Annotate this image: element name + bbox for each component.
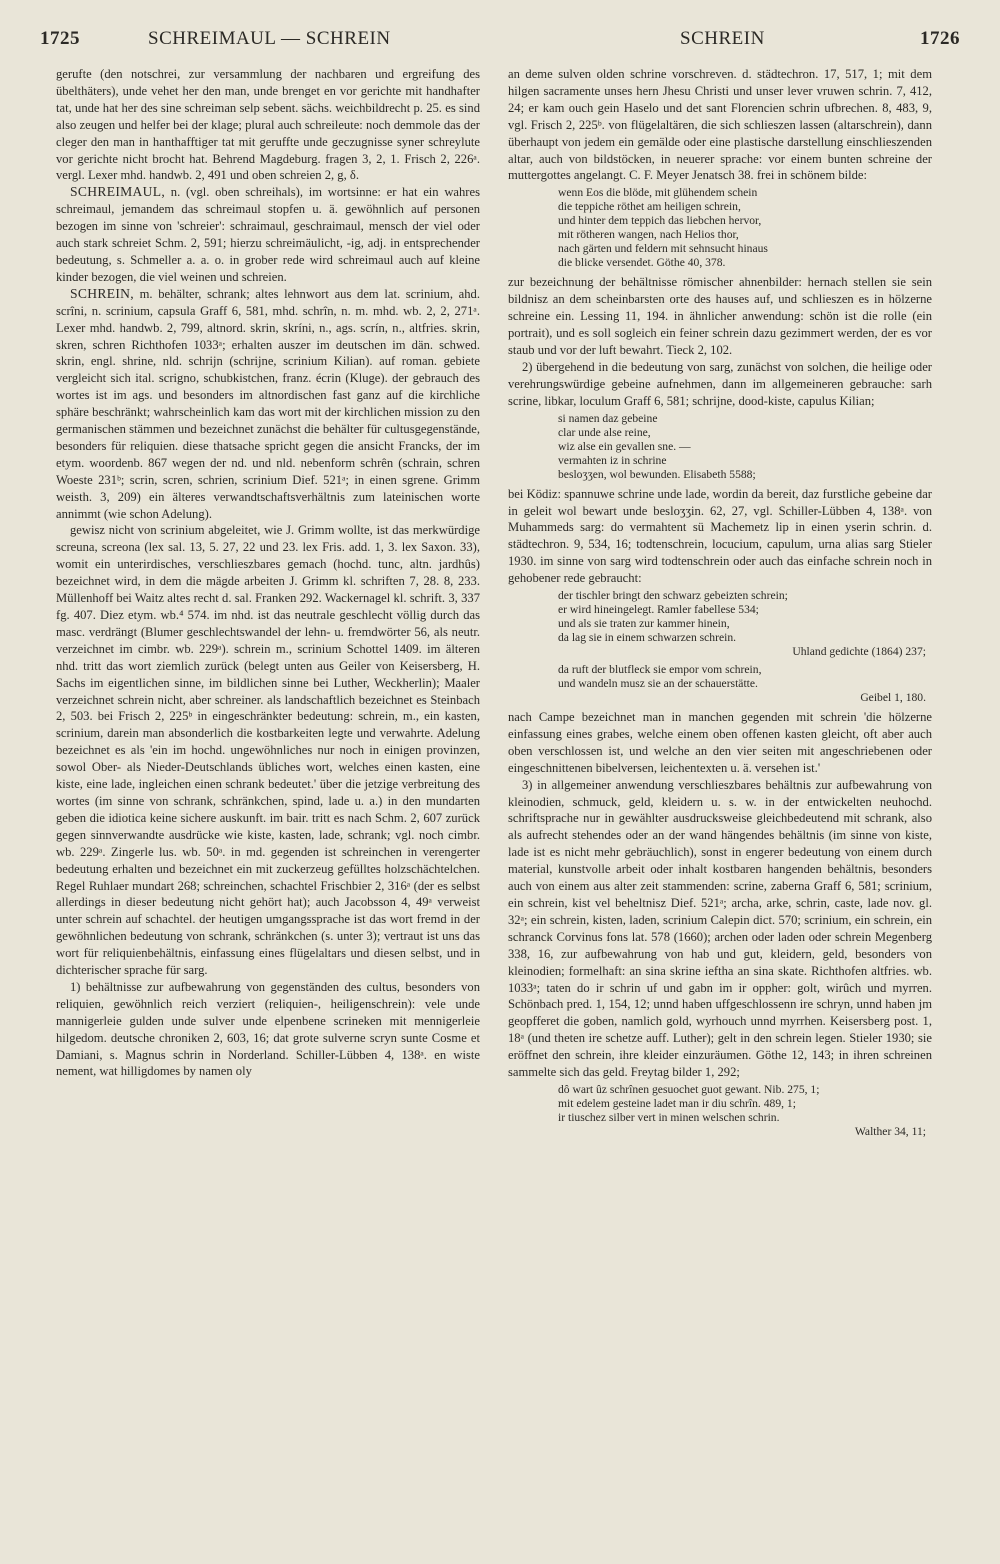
paragraph: zur bezeichnung der behältnisse römischer ahnenbilder: hernach stellen sie sein bildnisz an dem scheinbarsten orte des hauses auf, und schlieszen es in hölzerne schreine ein. Lessing 11, 194. in ähnlicher anwendung: schön ist die rolle (ein portrait), und es soll sogleich ein feiner schrein dazu gezimmert werden, der es vor staub und vor der luft bewahrt. Tieck 2, 102. xyxy=(508,275,932,357)
verse-line: er wird hineingelegt. Ramler fabellese 534; xyxy=(558,603,759,617)
paragraph: an deme sulven olden schrine vorschreven. d. städtechron. 17, 517, 1; mit dem hilgen sacramente unses hern Jhesu Christi und unser lever vruwen schrin. 7, 412, 24; er kam ouch gein Haselo und det sant Florencien schrin ufbrechen. 8, 483, 9, vgl. Frisch 2, 225ᵇ. von flügelaltären, die sich schlieszen lassen (altarschrein), dann überhaupt von jedem ein gemälde oder eine plastische darstellung einschlieszenden altar, auch von bildstöcken, in neuerer sprache: vor einem bunten schreine der muttergottes angelangt. C. F. Meyer Jenatsch 38. frei in schönem bilde: xyxy=(508,67,932,183)
paragraph: 2) übergehend in die bedeutung von sarg, zunächst von solchen, die heilige oder verehrungswürdige gebeine aufnehmen, dann im allgemeineren gebrauche: sarh scrine, libkar, loculum Graff 6, 581; schrijne, dood-kiste, capulus Kilian; xyxy=(508,359,932,408)
quote-source: Geibel 1, 180. xyxy=(860,691,926,705)
verse-line: mit rötheren wangen, nach Helios thor, xyxy=(558,228,739,242)
verse-line: nach gärten und feldern mit sehnsucht hinaus xyxy=(558,242,768,256)
verse-line: vermahten iz in schrine xyxy=(558,453,667,467)
paragraph: bei Ködiz: spannuwe schrine unde lade, wordin da bereit, daz furstliche gebeine dar in geleit wol bewart unde besloʒʒin. 62, 27, vgl. Schiller-Lübben 4, 138ᵃ. von Muhammeds sarg: do vermahtent sü Machemetz lip in einen yserin schrin. d. städtechron. 9, 534, 16; todtenschrein, locucium, capulum, urna alias sarg Stieler 1930. im sinne von sarg wird todtenschrein oder auch das einfache schrein noch in gehobener rede gebraucht: xyxy=(508,486,932,586)
verse-quote xyxy=(558,663,932,705)
page-header xyxy=(40,28,960,58)
left-running-head: SCHREIMAUL — SCHREIN xyxy=(148,28,391,49)
paragraph: gewisz nicht von scrinium abgeleitet, wie J. Grimm wollte, ist das merkwürdige screuna, screona (lex sal. 13, 5. 27, 22 und 23. lex Fris. add. 1, 3. lex Saxon. 33), womit ein unterirdisches, verschlieszbares gemach (hochd. tunc, altn. jardhûs) bezeichnet wird, in dem die mägde arbeiten J. Grimm kl. schriften 7, 28. 8, 233. Müllenhoff bei Waitz altes recht d. sal. Franken 292. Wackernagel kl. schrift. 3, 337 fg. 407. Diez etym. wb.⁴ 574. im nhd. ist das neutrale geschlecht völlig durch das masc. verdrängt (Blumer geschlechtswandel der lehn- u. fremdwörter 56, als neutr. verzeichnet im cimbr. wb. 229ᵃ). schrein m., scrinium Schottel 1409. im älteren nhd. tritt das wort ziemlich zurück (belegt unten aus Geiler von Keisersberg, H. Sachs im eigentlichen sinne, im bildlichen sinne bei Luther, Weckherlin); Maaler verzeichnet schrein nicht, aber schreiner. als landschaftlich bezeichnet es Steinbach 2, 503. bei Frisch 2, 225ᵇ in eingeschränkter bedeutung: schrein, m., ein kasten, scrinium, darein man absonderlich die kostbarkeiten legte und verwahrte. Adelung bezeichnet es als 'ein im hochd. ungewöhnliches nur noch in einigen provinzen, sowol Ober- als Nieder-Deutschlands übliches wort, welches einen kasten, eine kiste, eine lade, ingleichen einen schrank bedeutet.' über die jetzige verbreitung des wortes (im sinne von schrank, schränkchen, spind, lade u. a.) in den mundarten geben die idiotica keine sichere auskunft. im bair. tritt es nach Schm. 2, 607 zurück gegen sinnverwandte ausdrücke wie kiste, kasten, lade, schrank; vgl. noch cimbr. wb. 229ᵃ. Zingerle lus. wb. 50ᵃ. in md. gegenden ist schreinchen in verengerter bedeutung erhalten und bezeichnet ein mit zuckerzeug gefülltes holzschächtelchen. Regel Ruhlaer mundart 268; schreinchen, schachtel Frischbier 2, 316ᵃ (der es selbst allerdings in dieser bedeutung nicht gehört hat); auch Jacobsson 4, 49ᵃ verweist unter schrein auf schachtel. der heutigen umgangssprache ist das wort fremd in der gewöhnlichen bedeutung von schrank, schränkchen (s. unter 3); vertraut ist uns das wort für reliquienbehältnis, einfassung eines flügelaltars und diesen selbst, und in dichterischer sprache für sarg. xyxy=(56,523,480,978)
paragraph: gerufte (den notschrei, zur versammlung der nachbaren und ergreifung des übelthäters), unde vehet her den man, unde brenget en vor gerichte mit handhafter tat, unde hat her des sine schreiman selp sebent. sächs. weichbildrecht p. 25. es sind also zeugen und helfer bei der klage; plural auch schreileute: noch demmole das der cleger den man in hanthafftiger tat mit geruffte unde geczugnisse syner schreylute vor gerichte nicht brocht hat. Behrend Magdeburg. fragen 3, 2, 1. Frisch 2, 226ᵃ. vergl. Lexer mhd. handwb. 2, 491 und oben schreien 2, g, δ. xyxy=(56,67,480,183)
left-column xyxy=(56,66,480,1080)
dictionary-entry xyxy=(56,184,480,285)
verse-line: der tischler bringt den schwarz gebeizten schrein; xyxy=(558,589,788,603)
paragraph: 3) in allgemeiner anwendung verschlieszbares behältnis zur aufbewahrung von kleinodien, schmuck, geld, kleidern u. s. w. in der entwickelten neuhochd. schriftsprache nur in gewählter ausdrucksweise gleichbedeutend mit schrank, also als aufrecht stehendes oder an der wand hängendes behältnis (im sinne von kiste, lade ist es nicht mehr gebräuchlich), sonst in engerer bedeutung von einem durch material, kunstvolle arbeit oder inhalt kostbaren hangenden behältnis, besonders auch von einem aus alter zeit stammenden: scrine, zaberna Graff 6, 581; scrinium, ein schrein, kist vel beheltnisz Dief. 521ᵃ; archa, arke, schrin, caste, lade nov. gl. 32ᵃ; ein schrein, kisten, laden, scrinium Calepin dict. 570; scrinium, ein schrein, ein schranck Corvinus fons lat. 578 (1660); archen oder laden oder schrein Megenberg 338, 16, zur aufbewahrung von hab und gut, kleidern, geld, besonders von kleinodien; formelhaft: an sina skrine ieftha an sina skate. Richthofen altfries. wb. 1033ᵃ; taten do ir schrin uf und gabn im ir oppher: golt, wirûch und myrren. Schönbach pred. 1, 154, 12; unnd haben uffgeschlossenn ire schryn, unnd haben jm geopfferet die goben, namlich gold, wyrhouch unnd myrrhen. Keisersberg post. 1, 18ᵃ (und theten ire schetze auff. Luther); gelt in den schrein legen. Stieler 1930; sie eröffnet den schrein, ihre kleider einzuräumen. Göthe 12, 143; in ihren schreinen sammelte sich das geld. Freytag bilder 1, 292; xyxy=(508,777,932,1080)
verse-quote xyxy=(558,412,932,482)
entry-headword: SCHREIN, xyxy=(70,285,134,301)
quote-source: Uhland gedichte (1864) 237; xyxy=(792,645,926,659)
left-page-number: 1725 xyxy=(40,28,80,49)
right-running-head: SCHREIN xyxy=(680,28,765,49)
verse-line: da lag sie in einem schwarzen schrein. xyxy=(558,631,737,645)
paragraph: nach Campe bezeichnet man in manchen gegenden mit schrein 'die hölzerne einfassung eines grabes, welche einem oben offenen kasten gleicht, oft aber auch oben verschlossen ist, und welche an den vier seiten mit angeschriebenen oder eingeschnittenen bibelversen, leichentexten u. ä. versehen ist.' xyxy=(508,710,932,775)
entry-headword: SCHREIMAUL, xyxy=(70,184,166,200)
verse-line: wenn Eos die blöde, mit glühendem schein xyxy=(558,186,758,200)
verse-line: dô wart ûz schrînen gesuochet guot gewant. Nib. 275, 1; xyxy=(558,1082,820,1096)
entry-text: m. behälter, schrank; altes lehnwort aus dem lat. scrinium, ahd. scrîni, n. scrinium, capsula Graff 6, 581, mhd. schrîn, n. m. mhd. wb. 2, 2, 271ᵃ. Lexer mhd. handwb. 2, 799, altnord. skrin, skríni, n., ags. scrín, n., altfries. skrin, skren, schren Richthofen 1033ᵃ; erhalten auszer im deutschen im dän. schwed. skrin, engl. shrine, nld. schrijn (schrijne, scrinium Kilian). auf roman. gebiete vergleicht sich ital. scrigno, schubkistchen, franz. écrin (Kluge). der gebrauch des wortes ist im ags. und besonders im altnordischen fast ganz auf die kirchliche sphäre beschränkt; wahrscheinlich kam das wort mit der kirchlichen mission zu den germanischen stämmen und bezeichnet zunächst die behälter für cultusgegenstände, besonders für reliquien. diese thatsache spricht gegen die ansicht Francks, der im etym. woordenb. 867 wegen der nd. und nld. nebenform schrên (schrain, schren Woeste 231ᵇ; scrin, scren, schrien, scrinium Dief. 521ᵃ; in einen sgrene. Grimm weisth. 3, 209) ein älteres verwandtschaftsverhältnis zum lateinischen worte annimmt (wie schon Adelung). xyxy=(56,286,480,521)
verse-quote xyxy=(558,1083,932,1139)
verse-line: si namen daz gebeine xyxy=(558,411,658,425)
verse-line: besloʒʒen, wol bewunden. Elisabeth 5588; xyxy=(558,467,756,481)
dictionary-entry xyxy=(56,286,480,523)
verse-line: da ruft der blutfleck sie empor vom schrein, xyxy=(558,663,762,677)
verse-line: und hinter dem teppich das liebchen hervor, xyxy=(558,214,762,228)
verse-line: wiz alse ein gevallen sne. — xyxy=(558,439,691,453)
verse-line: die blicke versendet. Göthe 40, 378. xyxy=(558,256,726,270)
verse-line: clar unde alse reine, xyxy=(558,425,651,439)
verse-line: mit edelem gesteine ladet man ir diu schrîn. 489, 1; xyxy=(558,1096,796,1110)
verse-quote xyxy=(558,186,932,270)
verse-line: und wandeln musz sie an der schauerstätte. xyxy=(558,677,758,691)
verse-quote xyxy=(558,589,932,659)
verse-line: ir tiuschez silber vert in minen welschen schrin. xyxy=(558,1110,780,1124)
quote-source: Walther 34, 11; xyxy=(854,1124,926,1138)
verse-line: die teppiche röthet am heiligen schrein, xyxy=(558,200,741,214)
right-page-number: 1726 xyxy=(920,28,960,49)
paragraph: 1) behältnisse zur aufbewahrung von gegenständen des cultus, besonders von reliquien, gewöhnlich reich verziert (reliquien-, heiligenschrein): vele unde mannigerleie gulden unde sulver unde elpenbene scrineken mit mennigerleie hilgedom. deutsche chroniken 2, 603, 16; dat grote sulverne scryn sunte Cosme et Damiani, s. Magnus schrin in Norderland. Schiller-Lübben 4, 138ᵃ. en wiste nement, wat hilligdomes by namen oly xyxy=(56,979,480,1079)
entry-text: n. (vgl. oben schreihals), im wortsinne: er hat ein wahres schreimaul, jemandem das schreimaul stopfen u. ä. gewöhnlich auf personen bezogen im sinne von 'schreier': schraimaul, geschraimaul, mensch der viel oder auch stark schreiet Schm. 2, 591; hierzu schreimäulicht, -ig, adj. in entsprechender bedeutung, s. Schmeller a. a. o. in grober rede wird schreimaul auch auf kleine kinder bezogen, die viel weinen und schreien. xyxy=(56,185,480,284)
right-column xyxy=(508,66,932,1143)
verse-line: und als sie traten zur kammer hinein, xyxy=(558,617,730,631)
